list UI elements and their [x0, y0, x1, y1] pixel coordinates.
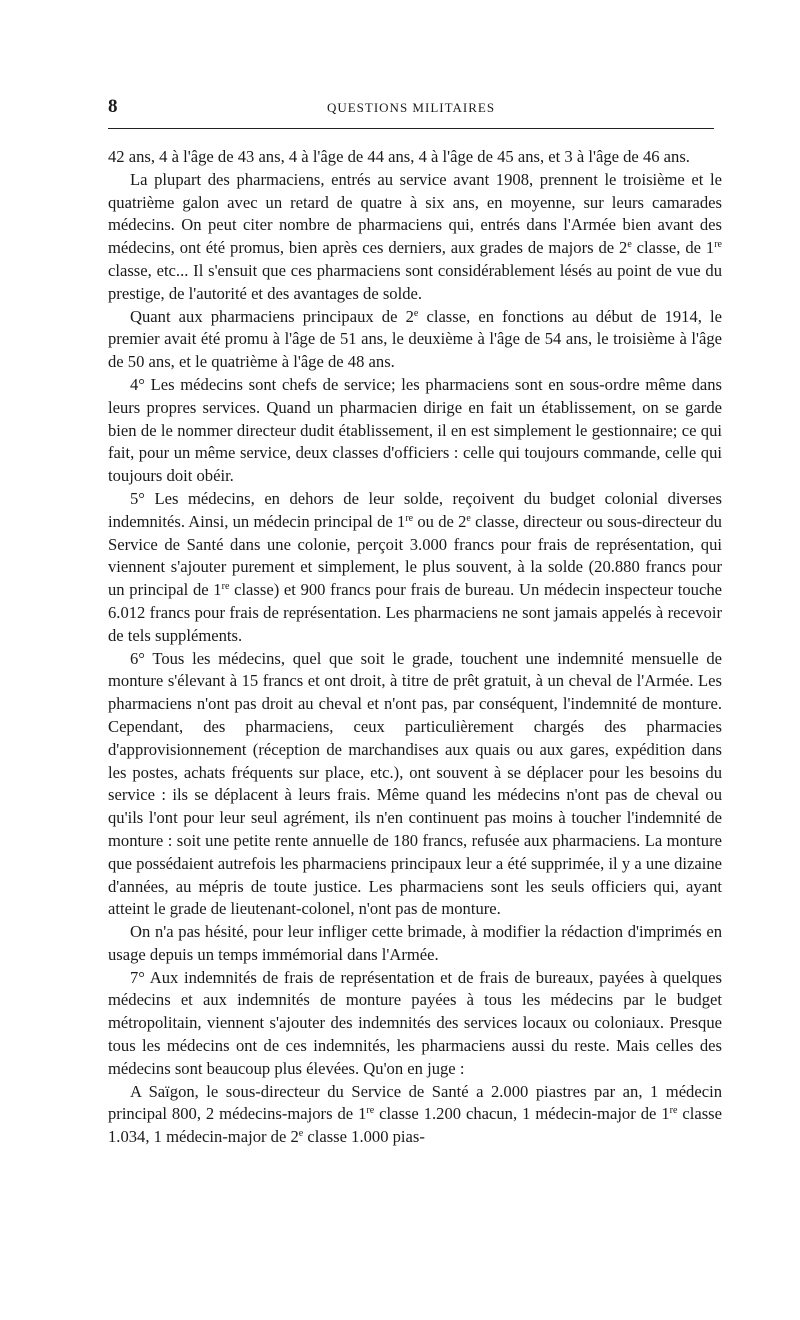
- text-run: ou de 2: [413, 511, 467, 531]
- page-number: 8: [108, 96, 118, 117]
- paragraph: [108, 306, 722, 374]
- page-header: [108, 96, 714, 120]
- superscript: re: [221, 581, 230, 593]
- text-run: classe) et 900 francs pour frais de bureau. Un médecin inspecteur touche 6.012 francs pour frais de représentation. Les pharmaciens ne sont jamais appelés à recevoir de tels suppléments.: [108, 580, 722, 645]
- text-run: classe 1.200 chacun, 1 médecin-major de 1: [374, 1104, 670, 1124]
- superscript: re: [714, 239, 722, 251]
- text-run: On n'a pas hésité, pour leur infliger cette brimade, à modifier la rédaction d'imprimés en usage depuis un temps immémorial dans l'Armée.: [108, 922, 722, 964]
- superscript: e: [627, 239, 632, 251]
- paragraph: [108, 488, 722, 648]
- running-title: QUESTIONS MILITAIRES: [326, 100, 496, 115]
- text-run: classe, de 1: [631, 238, 715, 258]
- text-run: Quant aux pharmaciens principaux de 2: [130, 306, 414, 326]
- text-run: classe 1.000 pias-: [303, 1127, 425, 1147]
- paragraph: [108, 921, 722, 967]
- text-run: La plupart des pharmaciens, entrés au service avant 1908, prennent le troisième et le quatrième galon avec un retard de quatre à six ans, en moyenne, sur leurs camarades médecins. On peut citer nombre de pharmaciens qui, entrés dans l'Armée bien avant des médecins, ont été promus, bien après ces derniers, aux grades de majors de 2: [108, 169, 722, 258]
- text-run: A Saïgon, le sous-directeur du Service de Santé a 2.000 piastres par an, 1 médecin principal 800, 2 médecins-majors de 1: [108, 1081, 722, 1124]
- header-rule: [108, 128, 714, 129]
- paragraph: [108, 146, 722, 169]
- text-run: 4° Les médecins sont chefs de service; les pharmaciens sont en sous-ordre même dans leurs propres services. Quand un pharmacien dirige en fait un établissement, on se garde bien de le nommer directeur dudit établissement, il en est simplement le gestionnaire; ce qui fait, pour un même service, deux classes d'officiers : celle qui toujours commande, celle qui toujours doit obéir.: [108, 374, 722, 486]
- paragraph: [108, 967, 722, 1081]
- text-run: 42 ans, 4 à l'âge de 43 ans, 4 à l'âge de 44 ans, 4 à l'âge de 45 ans, et 3 à l'âge de 46 ans.: [108, 147, 690, 166]
- paragraph: [108, 169, 722, 306]
- superscript: re: [366, 1105, 375, 1117]
- text-run: classe, en fonctions au début de 1914, le premier avait été promu à l'âge de 51 ans, le deuxième à l'âge de 54 ans, le troisième à l'âge de 50 ans, et le quatrième à l'âge de 48 ans.: [108, 306, 722, 372]
- text-run: 7° Aux indemnités de frais de représentation et de frais de bureaux, payées à quelques médecins et aux indemnités de monture payées à tous les médecins par le budget métropolitain, viennent s'ajouter des indemnités des services locaux ou coloniaux. Presque tous les médecins ont de ces indemnités, les pharmaciens aussi du reste. Mais celles des médecins sont beaucoup plus élevées. Qu'on en juge :: [108, 967, 722, 1078]
- paragraph: [108, 374, 722, 488]
- body-text: [108, 146, 722, 1149]
- text-run: classe, directeur ou sous-directeur du Service de Santé dans une colonie, perçoit 3.000 francs pour frais de représentation, qui viennent s'ajouter purement et simplement, le plus souvent, à la solde (20.880 francs pour un principal de 1: [108, 511, 722, 600]
- text-run: classe, etc... Il s'ensuit que ces pharmaciens sont considérablement lésés au point de vue du prestige, de l'autorité et des avantages de solde.: [108, 260, 722, 303]
- paragraph: [108, 1081, 722, 1149]
- superscript: e: [298, 1128, 304, 1140]
- superscript: e: [466, 512, 471, 524]
- text-run: classe 1.034, 1 médecin-major de 2: [108, 1104, 722, 1147]
- text-run: 6° Tous les médecins, quel que soit le grade, touchent une indemnité mensuelle de monture s'élevant à 15 francs et ont droit, à titre de prêt gratuit, à un cheval de l'Armée. Les pharmaciens n'ont pas droit au cheval et n'ont pas, par conséquent, l'indemnité de monture. Cependant, des pharmaciens, ceux particulièrement chargés des pharmacies d'approvisionnement (réception de marchandises aux quais ou aux gares, expédition dans les postes, achats fréquents sur place, etc.), ont souvent à se déplacer pour les besoins du service : ils se déplacent à leurs frais. Même quand les médecins n'ont pas de cheval ou qu'ils l'ont pour leur seul agrément, ils n'en continuent pas moins à toucher l'indemnité de monture : soit une petite rente annuelle de 180 francs, refusée aux pharmaciens. La monture que possédaient autrefois les pharmaciens principaux leur a été supprimée, il y a une dizaine d'années, au mépris de toute justice. Les pharmaciens sont les seuls officiers qui, ayant atteint le grade de lieutenant-colonel, n'ont pas de monture.: [108, 648, 722, 919]
- superscript: re: [669, 1105, 678, 1117]
- superscript: e: [413, 307, 419, 319]
- paragraph: [108, 648, 722, 922]
- superscript: re: [405, 512, 414, 524]
- text-run: 5° Les médecins, en dehors de leur solde, reçoivent du budget colonial diverses indemnités. Ainsi, un médecin principal de 1: [108, 488, 722, 531]
